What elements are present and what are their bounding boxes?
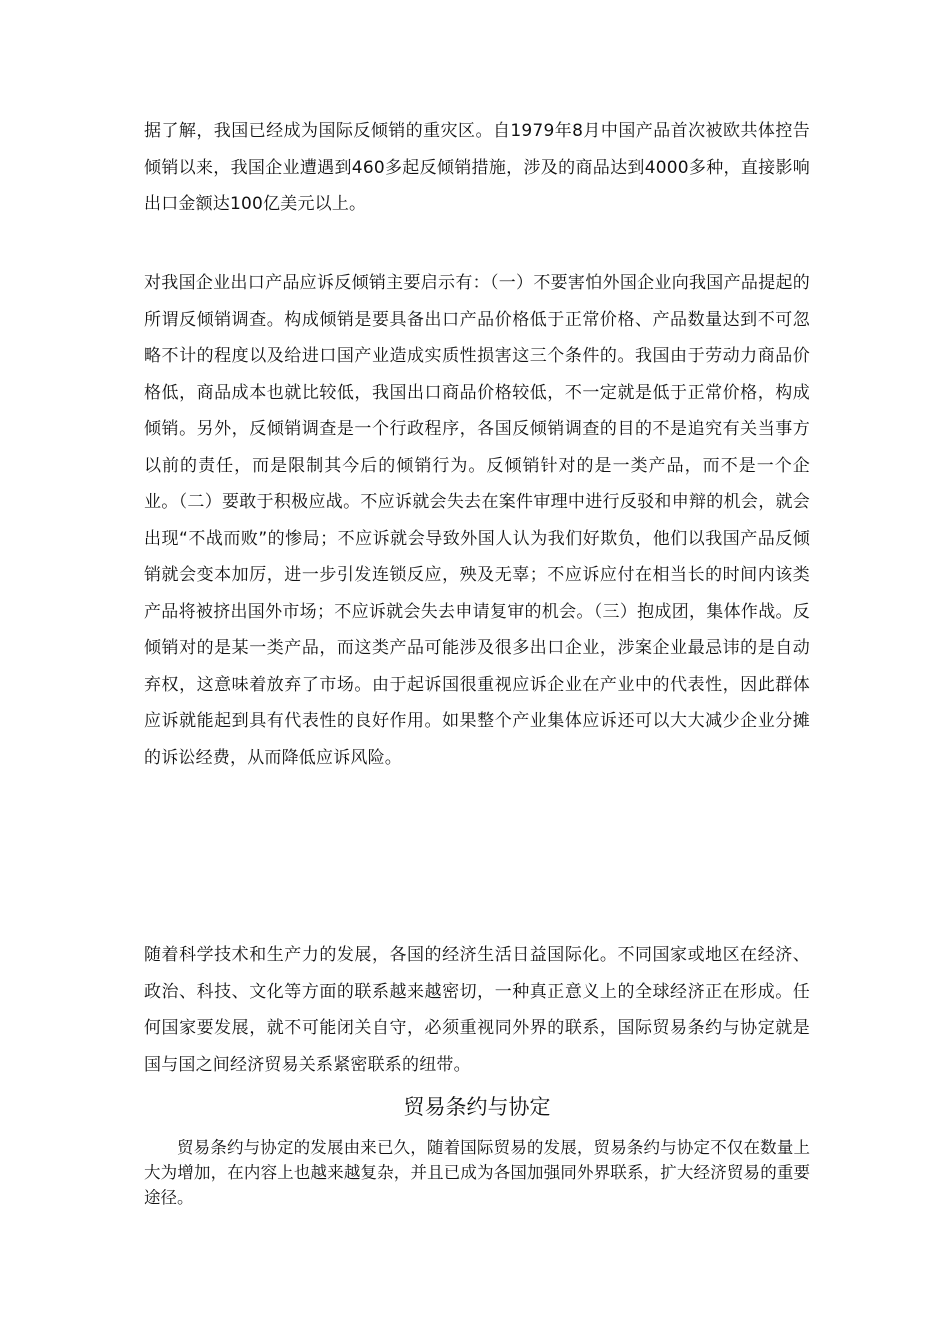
paragraph-anti-dumping-overview: 据了解，我国已经成为国际反倾销的重灾区。自1979年8月中国产品首次被欧共体控告倾销以来，我国企业遭遇到460多起反倾销措施，涉及的商品达到4000多种，直接影响出口金额达100亿美元以上。 [144, 121, 810, 214]
section-title: 贸易条约与协定 [403, 1095, 551, 1119]
paragraph-anti-dumping-lessons: 对我国企业出口产品应诉反倾销主要启示有：（一）不要害怕外国企业向我国产品提起的所谓反倾销调查。构成倾销是要具备出口产品价格低于正常价格、产品数量达到不可忽略不计的程度以及给进口国产业造成实质性损害这三个条件的。我国由于劳动力商品价格低，商品成本也就比较低，我国出口商品价格较低，不一定就是低于正常价格，构成倾销。另外，反倾销调查是一个行政程序，各国反倾销调查的目的不是追究有关当事方以前的责任，而是限制其今后的倾销行为。反倾销针对的是一类产品，而不是一个企业。（二）要敢于积极应战。不应诉就会失去在案件审理中进行反驳和申辩的机会，就会出现“不战而败”的惨局；不应诉就会导致外国人认为我们好欺负，他们以我国产品反倾销就会变本加厉，进一步引发连锁反应，殃及无辜；不应诉应付在相当长的时间内该类产品将被挤出国外市场；不应诉就会失去申请复审的机会。（三）抱成团，集体作战。反倾销对的是某一类产品，而这类产品可能涉及很多出口企业，涉案企业最忌讳的是自动弃权，这意味着放弃了市场。由于起诉国很重视应诉企业在产业中的代表性，因此群体应诉就能起到具有代表性的良好作用。如果整个产业集体应诉还可以大大减少企业分摊的诉讼经费，从而降低应诉风险。 [144, 273, 810, 768]
section-body: 贸易条约与协定的发展由来已久，随着国际贸易的发展，贸易条约与协定不仅在数量上大为增加，在内容上也越来越复杂，并且已成为各国加强同外界联系，扩大经济贸易的重要途径。 [144, 1138, 810, 1207]
paragraph-globalization: 随着科学技术和生产力的发展，各国的经济生活日益国际化。不同国家或地区在经济、政治、科技、文化等方面的联系越来越密切，一种真正意义上的全球经济正在形成。任何国家要发展，就不可能闭关自守，必须重视同外界的联系，国际贸易条约与协定就是国与国之间经济贸易关系紧密联系的纽带。 [144, 945, 810, 1075]
